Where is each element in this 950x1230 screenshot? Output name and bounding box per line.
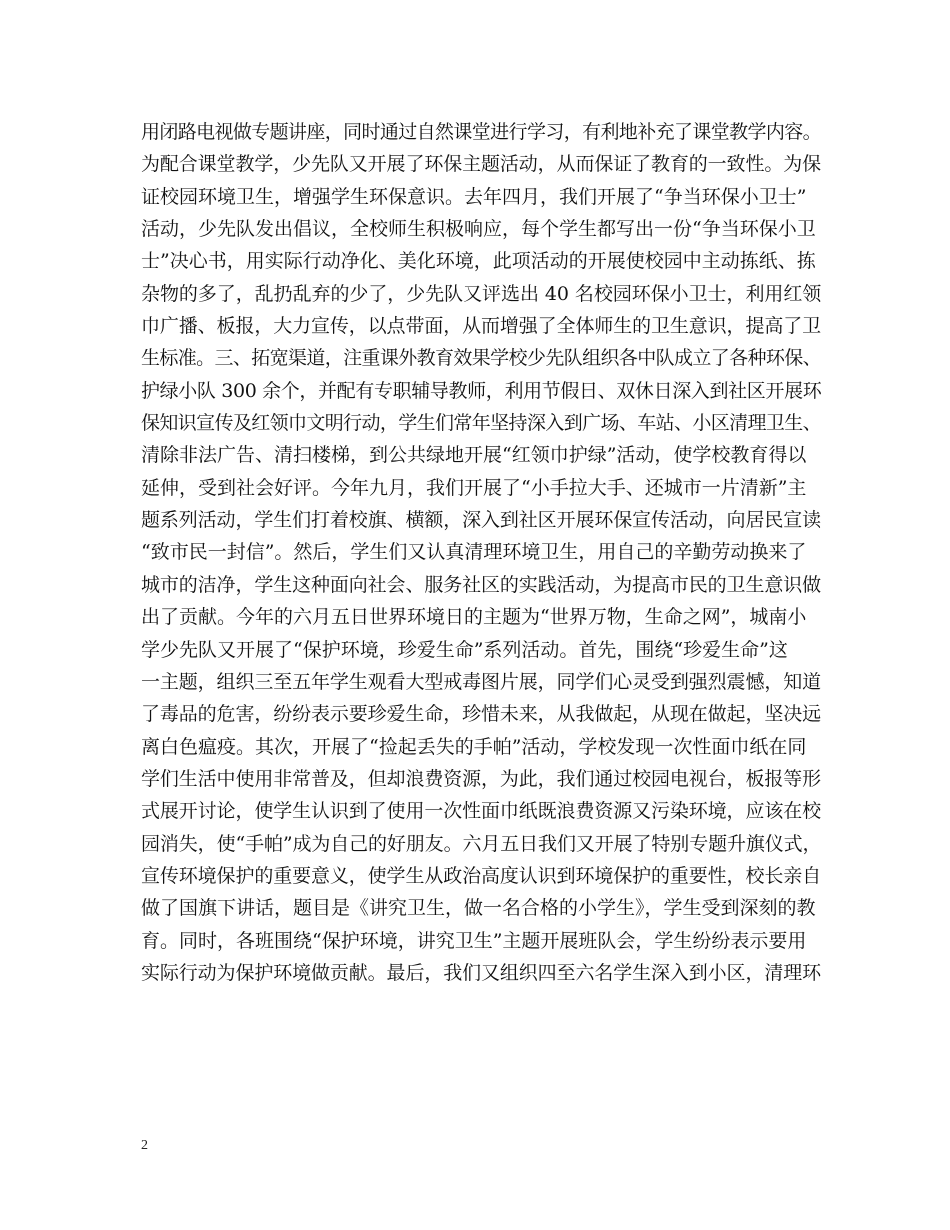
text-line: 离白色瘟疫。其次，开展了“捡起丢失的手帕”活动，学校发现一次性面巾纸在同 (141, 735, 807, 758)
text-line: 学少先队又开展了“保护环境，珍爱生命”系列活动。首先，围绕“珍爱生命”这 (141, 638, 788, 661)
text-line: 了毒品的危害，纷纷表示要珍爱生命，珍惜未来，从我做起，从现在做起，坚决远 (141, 703, 821, 726)
text-line: 保知识宣传及红领巾文明行动，学生们常年坚持深入到广场、车站、小区清理卫生、 (141, 412, 821, 435)
text-line: 护绿小队 300 余个，并配有专职辅导教师，利用节假日、双休日深入到社区开展环 (141, 379, 821, 402)
text-line: 园消失，使“手帕”成为自己的好朋友。六月五日我们又开展了特别专题升旗仪式， (141, 832, 821, 855)
text-line: 实际行动为保护环境做贡献。最后，我们又组织四至六名学生深入到小区，清理环 (141, 961, 821, 984)
text-line: 用闭路电视做专题讲座，同时通过自然课堂进行学习，有利地补充了课堂教学内容。 (141, 121, 821, 143)
text-line: 为配合课堂教学，少先队又开展了环保主题活动，从而保证了教育的一致性。为保 (141, 153, 821, 176)
text-line: 育。同时，各班围绕“保护环境，讲究卫生”主题开展班队会，学生纷纷表示要用 (141, 929, 807, 952)
body-paragraph (141, 116, 821, 989)
page-number: 2 (141, 1138, 148, 1153)
text-line: 宣传环境保护的重要意义，使学生从政治高度认识到环境保护的重要性，校长亲自 (141, 864, 821, 887)
text-line: 生标准。三、拓宽渠道，注重课外教育效果学校少先队组织各中队成立了各种环保、 (141, 347, 821, 370)
text-line: 活动，少先队发出倡议，全校师生积极响应，每个学生都写出一份“争当环保小卫 (141, 218, 816, 241)
text-line: 学们生活中使用非常普及，但却浪费资源，为此，我们通过校园电视台，板报等形 (141, 767, 821, 790)
text-line: 证校园环境卫生，增强学生环保意识。去年四月，我们开展了“争当环保小卫士” (141, 185, 807, 208)
text-line: 士”决心书，用实际行动净化、美化环境，此项活动的开展使校园中主动拣纸、拣 (141, 250, 816, 273)
text-line: 延伸，受到社会好评。今年九月，我们开展了“小手拉大手、还城市一片清新”主 (141, 476, 807, 499)
text-line: 杂物的多了，乱扔乱弃的少了，少先队又评选出 40 名校园环保小卫士，利用红领 (141, 282, 821, 305)
text-line: 题系列活动，学生们打着校旗、横额，深入到社区开展环保宣传活动，向居民宣读 (141, 509, 821, 532)
text-line: 式展开讨论，使学生认识到了使用一次性面巾纸既浪费资源又污染环境，应该在校 (141, 800, 821, 823)
text-line: 清除非法广告、清扫楼梯，到公共绿地开展“红领巾护绿”活动，使学校教育得以 (141, 444, 807, 467)
text-line: 一主题，组织三至五年学生观看大型戒毒图片展，同学们心灵受到强烈震憾，知道 (141, 670, 821, 693)
text-line: 出了贡献。今年的六月五日世界环境日的主题为“世界万物，生命之网”，城南小 (141, 606, 807, 629)
text-line: 做了国旗下讲话，题目是《讲究卫生，做一名合格的小学生》，学生受到深刻的教 (141, 897, 816, 920)
text-line: “致市民一封信”。然后，学生们又认真清理环境卫生，用自己的辛勤劳动换来了 (141, 541, 807, 564)
text-line: 巾广播、板报，大力宣传，以点带面，从而增强了全体师生的卫生意识，提高了卫 (141, 315, 821, 338)
text-line: 城市的洁净，学生这种面向社会、服务社区的实践活动，为提高市民的卫生意识做 (141, 573, 821, 596)
